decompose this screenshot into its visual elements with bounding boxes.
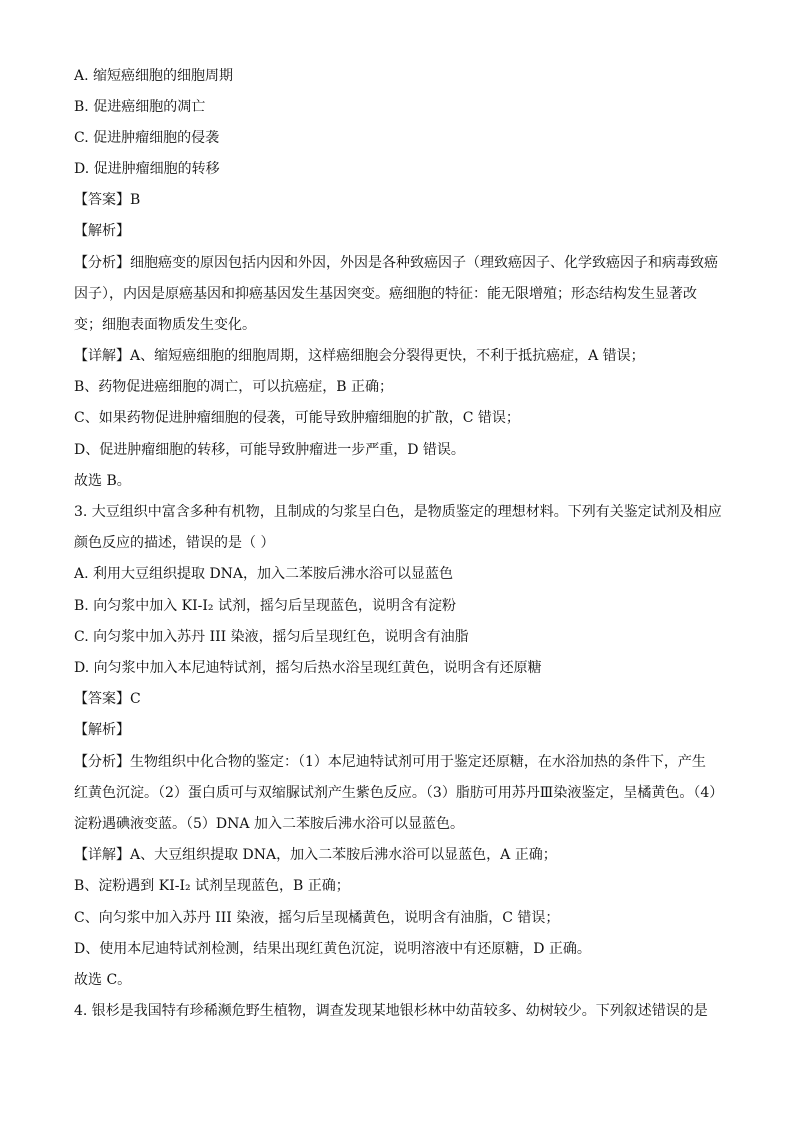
analysis-text-q2-line1: 【分析】细胞癌变的原因包括内因和外因，外因是各种致癌因子（理致癌因子、化学致癌因子和病毒致癌	[74, 255, 718, 271]
analysis-text-q3-line3: 淀粉遇碘液变蓝。（5）DNA 加入二苯胺后沸水浴可以显蓝色。	[74, 816, 464, 832]
option-b-q3: B. 向匀浆中加入 KI-I₂ 试剂，摇匀后呈现蓝色，说明含有淀粉	[74, 598, 456, 614]
option-c-q3: C. 向匀浆中加入苏丹 III 染液，摇匀后呈现红色，说明含有油脂	[74, 629, 469, 645]
detail-q3-a: 【详解】A、大豆组织提取 DNA，加入二苯胺后沸水浴可以显蓝色，A 正确；	[74, 847, 557, 863]
analysis-text-q3-line1: 【分析】生物组织中化合物的鉴定：（1）本尼迪特试剂可用于鉴定还原糖，在水浴加热的条件下，产生	[74, 754, 706, 770]
answer-q2: 【答案】B	[74, 192, 141, 208]
analysis-text-q3-line2: 红黄色沉淀。（2）蛋白质可与双缩脲试剂产生紫色反应。（3）脂肪可用苏丹Ⅲ染液鉴定，呈橘黄色。（4）	[74, 785, 724, 801]
detail-q2-c: C、如果药物促进肿瘤细胞的侵袭，可能导致肿瘤细胞的扩散，C 错误；	[74, 410, 520, 426]
question-3-line1: 3. 大豆组织中富含多种有机物，且制成的匀浆呈白色，是物质鉴定的理想材料。下列有关鉴定试剂及相应	[74, 504, 722, 520]
option-a-q2: A. 缩短癌细胞的细胞周期	[74, 68, 234, 84]
detail-q3-d: D、使用本尼迪特试剂检测，结果出现红黄色沉淀，说明溶液中有还原糖，D 正确。	[74, 941, 591, 957]
answer-q3: 【答案】C	[74, 691, 141, 707]
detail-q2-d: D、促进肿瘤细胞的转移，可能导致肿瘤进一步严重，D 错误。	[74, 442, 465, 458]
question-3-line2: 颜色反应的描述，错误的是（ ）	[74, 535, 275, 551]
analysis-text-q2-line3: 变；细胞表面物质发生变化。	[74, 317, 256, 333]
option-b-q2: B. 促进癌细胞的凋亡	[74, 99, 206, 115]
conclusion-q2: 故选 B。	[74, 473, 131, 489]
detail-q2-a: 【详解】A、缩短癌细胞的细胞周期，这样癌细胞会分裂得更快，不利于抵抗癌症，A 错误；	[74, 348, 645, 364]
analysis-heading-q2: 【解析】	[74, 223, 130, 239]
detail-q3-b: B、淀粉遇到 KI-I₂ 试剂呈现蓝色，B 正确；	[74, 878, 350, 894]
detail-q2-b: B、药物促进癌细胞的凋亡，可以抗癌症，B 正确；	[74, 379, 394, 395]
option-a-q3: A. 利用大豆组织提取 DNA，加入二苯胺后沸水浴可以显蓝色	[74, 566, 454, 582]
detail-q3-c: C、向匀浆中加入苏丹 III 染液，摇匀后呈现橘黄色，说明含有油脂，C 错误；	[74, 910, 560, 926]
option-d-q2: D. 促进肿瘤细胞的转移	[74, 161, 220, 177]
option-d-q3: D. 向匀浆中加入本尼迪特试剂，摇匀后热水浴呈现红黄色，说明含有还原糖	[74, 660, 542, 676]
analysis-text-q2-line2: 因子），内因是原癌基因和抑癌基因发生基因突变。癌细胞的特征：能无限增殖；形态结构发生显著改	[74, 286, 697, 302]
analysis-heading-q3: 【解析】	[74, 722, 130, 738]
conclusion-q3: 故选 C。	[74, 972, 132, 988]
option-c-q2: C. 促进肿瘤细胞的侵袭	[74, 130, 220, 146]
question-4-line1: 4. 银杉是我国特有珍稀濒危野生植物，调查发现某地银杉林中幼苗较多、幼树较少。下列叙述错误的是	[74, 1003, 708, 1019]
